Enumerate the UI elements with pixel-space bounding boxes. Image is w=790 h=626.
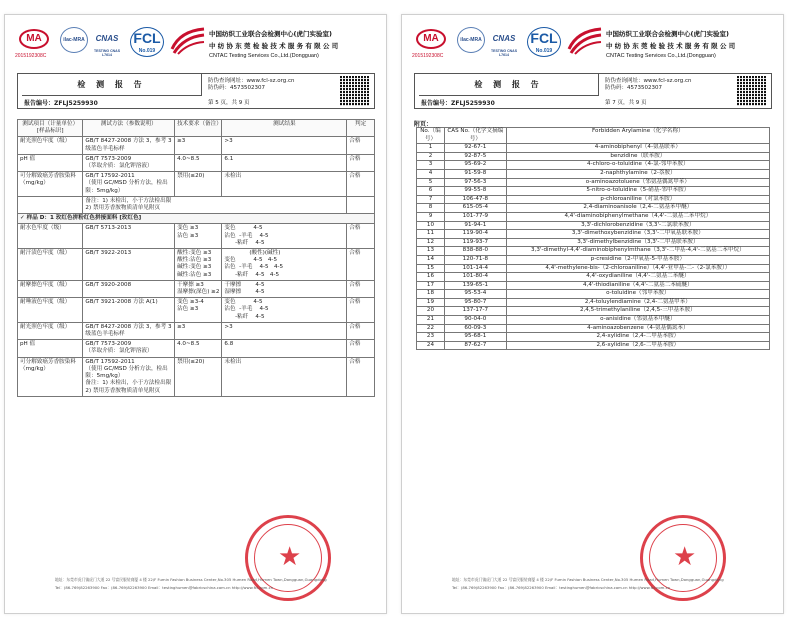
cell-judge: 合格 — [347, 340, 375, 357]
table-row — [417, 144, 770, 153]
cell-cas: 87-62-7 — [444, 341, 506, 350]
org-name-cn: 中国纺织工业联合会检测中心(虎门实验室) — [209, 30, 332, 38]
table-row — [18, 249, 375, 281]
official-seal: ★ — [245, 515, 331, 601]
cell-req: 干摩擦 ≥3 湿摩擦(深色) ≥2 — [175, 280, 222, 297]
table-row — [417, 212, 770, 221]
cell-req: 禁用(≤20) — [175, 172, 222, 197]
org-name-cn-2: 中 纺 协 东 莞 检 验 技 术 服 务 有 限 公 司 — [209, 42, 339, 50]
cell-result: 变色 4-5 沾色 -羊毛 4-5 -粘纤 4-5 — [222, 298, 347, 323]
cell-chemical-name: 2,4,5-trimethylaniline（2,4,5-三甲基苯胺） — [506, 307, 769, 316]
table-row — [417, 178, 770, 187]
org-name-en: CNTAC Testing Services Co.,Ltd.(Dongguan) — [606, 53, 716, 59]
cell-cas: 95-80-7 — [444, 298, 506, 307]
ilac-mra-logo: ilac-MRA — [60, 27, 88, 53]
cell-method: GB/T 3922-2013 — [83, 249, 175, 281]
org-name-cn: 中国纺织工业联合会检测中心(虎门实验室) — [606, 30, 729, 38]
cell-no: 17 — [417, 281, 445, 290]
cell-no: 23 — [417, 333, 445, 342]
cell-method: GB/T 3920-2008 — [83, 280, 175, 297]
cell-result: (酸性)(碱性) 变色 4-5 4-5 沾色 -羊毛 4-5 4-5 -粘纤 4-5 4-5 — [222, 249, 347, 281]
sample-header-row — [18, 214, 375, 224]
col-header-result: 测试结果 — [222, 120, 347, 137]
cell-cas: 92-67-1 — [444, 144, 506, 153]
cell-method: GB/T 8427-2008 方法 3，参考 3 级蓝色羊毛标样 — [83, 137, 175, 154]
report-header — [402, 15, 783, 75]
org-name-cn-2: 中 纺 协 东 莞 检 验 技 术 服 务 有 限 公 司 — [606, 42, 736, 50]
cell-cas: 90-04-0 — [444, 316, 506, 325]
report-page-5 — [4, 14, 387, 614]
cell-no: 3 — [417, 161, 445, 170]
cell-method: GB/T 7573-2009 （萃取介质：氯化钾溶液） — [83, 340, 175, 357]
cell-chemical-name: 2,4-diaminoanisole（2,4-二氨基苯甲醚） — [506, 204, 769, 213]
table-row — [18, 154, 375, 171]
cell-no: 18 — [417, 290, 445, 299]
cell-judge: 合格 — [347, 322, 375, 339]
cell-no: 14 — [417, 255, 445, 264]
forbidden-arylamine-table — [416, 127, 770, 350]
cell-req: ≥3 — [175, 322, 222, 339]
table-row — [18, 172, 375, 197]
table-row — [18, 322, 375, 339]
cell-judge — [347, 196, 375, 213]
fcl-logo: FCL No.019 — [527, 27, 561, 57]
cell-chemical-name: o-anisidine（邻氨基苯甲醚） — [506, 316, 769, 325]
fcl-logo: FCL No.019 — [130, 27, 164, 57]
cell-judge: 合格 — [347, 224, 375, 249]
cell-chemical-name: 4-aminoazobenzene（4-氨基偶氮苯） — [506, 324, 769, 333]
col-header-method: 测试方法（参数说明） — [83, 120, 175, 137]
cell-cas: 91-94-1 — [444, 221, 506, 230]
cell-cas: 95-69-2 — [444, 161, 506, 170]
cell-method: GB/T 3921-2008 方法 A(1) — [83, 298, 175, 323]
cell-judge: 合格 — [347, 280, 375, 297]
cell-cas: 119-93-7 — [444, 238, 506, 247]
cell-cas: 92-87-5 — [444, 152, 506, 161]
cell-no: 10 — [417, 221, 445, 230]
cell-chemical-name: 4-aminobiphenyl（4-氨基联苯） — [506, 144, 769, 153]
table-row — [18, 298, 375, 323]
col-header-cas: CAS No.（化学文摘编号） — [444, 128, 506, 144]
cell-chemical-name: 3,3'-dimethylbenzidine（3,3'-二甲基联苯胺） — [506, 238, 769, 247]
table-row — [417, 187, 770, 196]
cell-method: GB/T 5713-2013 — [83, 224, 175, 249]
test-results-table — [17, 119, 375, 397]
table-row — [417, 333, 770, 342]
cell-item: 可分解致癌芳香胺染料（mg/kg） — [18, 357, 83, 396]
table-row — [18, 137, 375, 154]
cnas-logo: CNAS TESTING CNAS L7614 — [490, 34, 518, 57]
table-row — [18, 357, 375, 396]
table-row — [417, 161, 770, 170]
cell-no: 7 — [417, 195, 445, 204]
table-row — [417, 324, 770, 333]
cell-cas: 101-77-9 — [444, 212, 506, 221]
cell-cas: 95-53-4 — [444, 290, 506, 299]
page-info: 第 7 页，共 9 页 — [605, 100, 647, 106]
cell-cas: 137-17-7 — [444, 307, 506, 316]
cell-item: 耐汗渍色牢度（级） — [18, 249, 83, 281]
org-name-en: CNTAC Testing Services Co.,Ltd.(Dongguan) — [209, 53, 319, 59]
cell-cas: 95-68-1 — [444, 333, 506, 342]
footer-address: 地址：东莞市虎门镇虎门大道 22 号富民服装商厦 4 楼 22/F Fumin Fashion Business Center,No.305 Humen Road,Humen Town,Dongguan,Guangdong — [452, 577, 724, 582]
cell-judge: 合格 — [347, 154, 375, 171]
cell-no: 4 — [417, 169, 445, 178]
cell-item: pH 值 — [18, 340, 83, 357]
cell-result: 未检出 — [222, 172, 347, 197]
arylamine-rows — [417, 144, 770, 350]
cell-method: GB/T 17592-2011 （使用 GC/MSD 分析方法，检出限：5mg/kg） 备注：1) 未检出，小于方法检出限 2) 禁用芳香胺物质清单见附页 — [83, 357, 175, 396]
cell-no: 11 — [417, 230, 445, 239]
ilac-mra-logo: ilac-MRA — [457, 27, 485, 53]
cell-item: 耐唾液色牢度（级） — [18, 298, 83, 323]
report-title-box — [17, 73, 375, 109]
cell-method: GB/T 7573-2009 （萃取介质：氯化钾溶液） — [83, 154, 175, 171]
cell-req: 4.0~8.5 — [175, 154, 222, 171]
table-row — [417, 316, 770, 325]
cell-req: 禁用(≤20) — [175, 357, 222, 396]
table-row — [417, 307, 770, 316]
cell-chemical-name: 3,3'-dichlorobenzidine（3,3'-二氯联苯胺） — [506, 221, 769, 230]
footer-contact: Tel：(86-769)82263900 Fax：(86-769)82263900 Email：testinghumen@fabricschina.com.cn http://www.fcl.com.cn — [452, 585, 671, 590]
cell-cas: 101-80-4 — [444, 273, 506, 282]
cell-cas: 60-09-3 — [444, 324, 506, 333]
cell-chemical-name: 5-nitro-o-toluidine（5-硝基-邻甲苯胺） — [506, 187, 769, 196]
cell-item: 耐光照色牢度（级） — [18, 137, 83, 154]
cell-chemical-name: o-toluidine（邻甲苯胺） — [506, 290, 769, 299]
cell-judge: 合格 — [347, 298, 375, 323]
cell-chemical-name: 4,4'-thiodianiline（4,4'-二氨基二苯硫醚） — [506, 281, 769, 290]
cell-cas: 120-71-8 — [444, 255, 506, 264]
cell-chemical-name: p-chloroaniline（对氯苯胺） — [506, 195, 769, 204]
cell-item: 耐水色牢度（级） — [18, 224, 83, 249]
cell-chemical-name: 3,3'-dimethoxybenzidine（3,3'-二甲氧基联苯胺） — [506, 230, 769, 239]
cell-chemical-name: 4,4'-diaminobiphenylmethane（4,4'-二氨基二苯甲烷） — [506, 212, 769, 221]
official-seal: ★ — [640, 515, 726, 601]
cell-item: 可分解致癌芳香胺染料（mg/kg） — [18, 172, 83, 197]
table-row — [417, 341, 770, 350]
cell-result: 未检出 — [222, 357, 347, 396]
table-row — [417, 169, 770, 178]
sample-label: ✓ 样品 D：1 玫红色拼粉红色拼接面料 [玫红色] — [18, 214, 375, 224]
cell-chemical-name: 4,4'-methylene-bis-（2-chloroaniline）（4,4'-亚甲基-二-（2-氯苯胺）） — [506, 264, 769, 273]
cell-judge: 合格 — [347, 249, 375, 281]
table-row — [417, 204, 770, 213]
cell-method: GB/T 8427-2008 方法 3，参考 3 级蓝色羊毛标样 — [83, 322, 175, 339]
cell-chemical-name: 2,4-toluylendiamine（2,4-二氨基甲苯） — [506, 298, 769, 307]
cell-no: 12 — [417, 238, 445, 247]
cell-judge: 合格 — [347, 172, 375, 197]
cell-cas: 97-56-3 — [444, 178, 506, 187]
cell-judge: 合格 — [347, 357, 375, 396]
cell-no: 13 — [417, 247, 445, 256]
report-header — [5, 15, 386, 75]
cell-cas: 106-47-8 — [444, 195, 506, 204]
anti-fake-info: 防伪查询网址：www.fcl-sz.org.cn 防伪码：4573502307 — [605, 78, 692, 91]
cert-number: 2015192308C — [412, 53, 444, 59]
cell-result: >3 — [222, 137, 347, 154]
report-number: 报告编号：ZFLJ5259930 — [421, 100, 495, 107]
cell-method: GB/T 17592-2011 （使用 GC/MSD 分析方法，检出限：5mg/kg） — [83, 172, 175, 197]
table-row — [417, 290, 770, 299]
cell-no: 9 — [417, 212, 445, 221]
qr-code[interactable] — [340, 76, 370, 106]
cell-result: >3 — [222, 322, 347, 339]
table-row — [417, 281, 770, 290]
col-header-requirement: 技术要求（备注） — [175, 120, 222, 137]
cell-result: 6.8 — [222, 340, 347, 357]
table-row — [417, 152, 770, 161]
cell-result: 6.1 — [222, 154, 347, 171]
cell-cas: 101-14-4 — [444, 264, 506, 273]
table-row — [18, 196, 375, 213]
page-info: 第 5 页，共 9 页 — [208, 100, 250, 106]
cell-chemical-name: 3,3'-dimethyl-4,4'-diaminobiphenylmthane（3,3'-二甲基-4,4'-二氨基二苯甲烷） — [506, 247, 769, 256]
cell-no: 16 — [417, 273, 445, 282]
table-row — [18, 224, 375, 249]
cell-chemical-name: benzidine（联苯胺） — [506, 152, 769, 161]
cell-chemical-name: 2-naphthylamine（2-萘胺） — [506, 169, 769, 178]
cell-no: 20 — [417, 307, 445, 316]
cell-req: 4.0~8.5 — [175, 340, 222, 357]
table-row — [417, 195, 770, 204]
report-page-7 — [401, 14, 784, 614]
cell-chemical-name: 4-chloro-o-toluidine（4-氯-邻甲苯胺） — [506, 161, 769, 170]
qr-code[interactable] — [737, 76, 767, 106]
cell-no: 2 — [417, 152, 445, 161]
table-row — [417, 298, 770, 307]
cell-result: 变色 4-5 沾色 -羊毛 4-5 -粘纤 4-5 — [222, 224, 347, 249]
cell-chemical-name: p-cresidine（2-甲氧基-5-甲基苯胺） — [506, 255, 769, 264]
ma-logo: MA — [416, 29, 446, 49]
ma-logo: MA — [19, 29, 49, 49]
cell-cas: 119-90-4 — [444, 230, 506, 239]
cell-req: 变色 ≥3 沾色 ≥3 — [175, 224, 222, 249]
cell-item: 耐摩擦色牢度（级） — [18, 280, 83, 297]
table-row — [417, 238, 770, 247]
table-row — [18, 340, 375, 357]
col-header-item: 测试项目（计量单位）[样品标识] — [18, 120, 83, 137]
table-header-row — [417, 128, 770, 144]
table-row — [417, 230, 770, 239]
cell-note: 备注：1) 未检出，小于方法检出限 2) 禁用芳香胺物质清单见附页 — [83, 196, 347, 213]
cell-chemical-name: 4,4'-oxydianiline（4,4'-二氨基二苯醚） — [506, 273, 769, 282]
cell-cas: 91-59-8 — [444, 169, 506, 178]
cell-no: 21 — [417, 316, 445, 325]
report-number: 报告编号：ZFLJ5259930 — [24, 100, 98, 107]
cnas-logo: CNAS TESTING CNAS L7614 — [93, 34, 121, 57]
footer-address: 地址：东莞市虎门镇虎门大道 22 号富民服装商厦 4 楼 22/F Fumin Fashion Business Center,No.305 Humen Road,Humen Town,Dongguan,Guangdong — [55, 577, 327, 582]
cell-judge: 合格 — [347, 137, 375, 154]
attachment-label: 附页： — [414, 121, 433, 128]
cell-req: 酸性:变色 ≥3 酸性:沾色 ≥3 碱性:变色 ≥3 碱性:沾色 ≥3 — [175, 249, 222, 281]
cntac-wave-logo — [170, 27, 206, 55]
cell-no: 8 — [417, 204, 445, 213]
report-title-box — [414, 73, 772, 109]
table-row — [18, 280, 375, 297]
cell-no: 1 — [417, 144, 445, 153]
cell-req: 变色 ≥3-4 沾色 ≥3 — [175, 298, 222, 323]
cell-no: 6 — [417, 187, 445, 196]
cell-item: pH 值 — [18, 154, 83, 171]
cert-number: 2015192308C — [15, 53, 47, 59]
cell-no: 15 — [417, 264, 445, 273]
col-header-no: No.（编号） — [417, 128, 445, 144]
col-header-arylamine: Forbidden Arylamine（化学名称） — [506, 128, 769, 144]
col-header-judgement: 判定 — [347, 120, 375, 137]
cell-item — [18, 196, 83, 213]
cell-no: 19 — [417, 298, 445, 307]
cell-cas: 139-65-1 — [444, 281, 506, 290]
report-title: 检 测 报 告 — [419, 74, 599, 96]
cell-no: 24 — [417, 341, 445, 350]
table-header-row — [18, 120, 375, 137]
cell-item: 耐光照色牢度（级） — [18, 322, 83, 339]
report-title: 检 测 报 告 — [22, 74, 202, 96]
table-row — [417, 255, 770, 264]
cell-no: 22 — [417, 324, 445, 333]
cell-req: ≥3 — [175, 137, 222, 154]
footer-contact: Tel：(86-769)82263900 Fax：(86-769)82263900 Email：testinghumen@fabricschina.com.cn http://www.fcl.com.cn — [55, 585, 274, 590]
cntac-wave-logo — [567, 27, 603, 55]
table-row — [417, 221, 770, 230]
cell-chemical-name: 2,4-xylidine（2,4-二甲基苯胺） — [506, 333, 769, 342]
cell-result: 干摩擦 4-5 湿摩擦 4-5 — [222, 280, 347, 297]
cell-cas: 838-88-0 — [444, 247, 506, 256]
cell-chemical-name: o-aminoazotoluene（邻氨基偶氮甲苯） — [506, 178, 769, 187]
cell-cas: 99-55-8 — [444, 187, 506, 196]
table-row — [417, 264, 770, 273]
cell-chemical-name: 2,6-xylidine（2,6-二甲基苯胺） — [506, 341, 769, 350]
table-row — [417, 247, 770, 256]
cell-no: 5 — [417, 178, 445, 187]
cell-cas: 615-05-4 — [444, 204, 506, 213]
table-row — [417, 273, 770, 282]
anti-fake-info: 防伪查询网址：www.fcl-sz.org.cn 防伪码：4573502307 — [208, 78, 295, 91]
